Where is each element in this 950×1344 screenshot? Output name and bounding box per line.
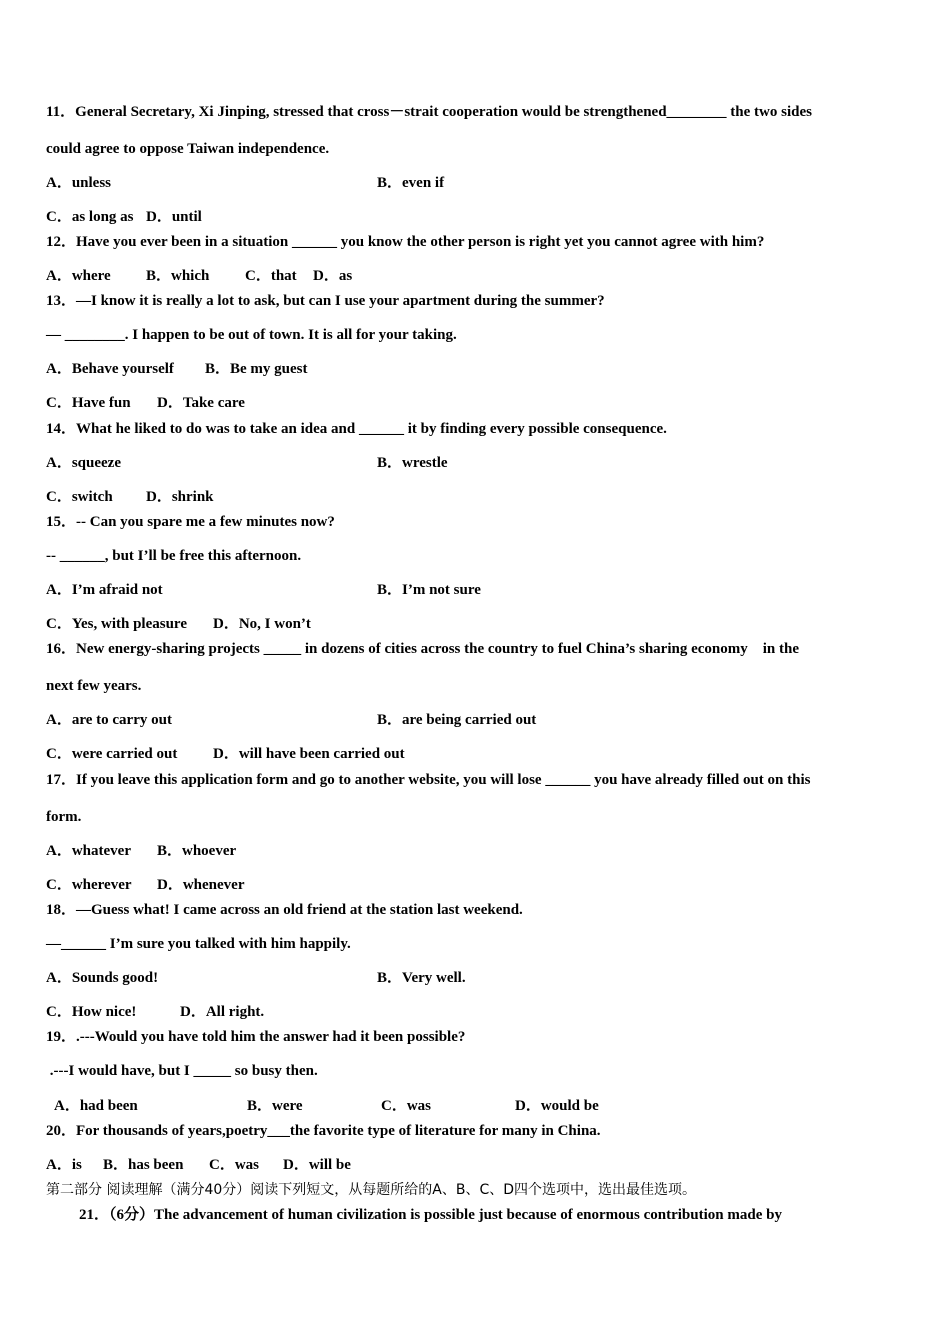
question-21-stem-line-1: 21．（6分）The advancement of human civilization is possible just because of enormous contribution made by (79, 1207, 782, 1223)
question-17-option-c: C．wherever (46, 877, 132, 893)
question-14-option-b: B．wrestle (377, 455, 448, 471)
question-18-stem-line-2: —______ I’m sure you talked with him happily. (46, 936, 351, 952)
question-13-stem-line-1: 13．—I know it is really a lot to ask, but can I use your apartment during the summer? (46, 293, 605, 309)
question-11-option-a: A．unless (46, 175, 112, 191)
question-16-option-c: C．were carried out (46, 746, 178, 762)
question-13-option-c: C．Have fun (46, 395, 131, 411)
question-14-option-a: A．squeeze (46, 455, 121, 471)
question-20-option-c: C．was (209, 1157, 260, 1173)
question-20-stem-line-1: 20．For thousands of years,poetry___the favorite type of literature for many in China. (46, 1123, 601, 1139)
question-11-option-c: C．as long as (46, 209, 134, 225)
question-14-option-c: C．switch (46, 489, 113, 505)
question-19-option-d: D．would be (515, 1098, 599, 1114)
question-16-option-a: A．are to carry out (46, 712, 172, 728)
question-19-option-a: A．had been (54, 1098, 138, 1114)
question-14-option-d: D．shrink (146, 489, 214, 505)
question-12-option-d: D．as (313, 268, 353, 284)
question-12-option-a: A．where (46, 268, 111, 284)
question-12-option-c: C．that (245, 268, 297, 284)
question-19-stem-line-1: 19．.---Would you have told him the answer had it been possible? (46, 1029, 466, 1045)
question-18-option-d: D．All right. (180, 1004, 265, 1020)
question-18-option-b: B．Very well. (377, 970, 466, 986)
question-11-stem-line-1: 11．General Secretary, Xi Jinping, stressed that cross－strait cooperation would be strengthened________ the two sides (46, 104, 812, 120)
question-16-option-b: B．are being carried out (377, 712, 537, 728)
question-19-stem-line-2: .---I would have, but I _____ so busy then. (46, 1063, 318, 1079)
question-16-stem-line-1: 16．New energy-sharing projects _____ in dozens of cities across the country to fuel China’s sharing economy in the (46, 641, 800, 657)
question-13-option-a: A．Behave yourself (46, 361, 174, 377)
question-17-stem-line-2: form. (46, 809, 82, 825)
question-17-option-a: A．whatever (46, 843, 131, 859)
question-20-option-b: B．has been (103, 1157, 184, 1173)
question-17-option-b: B．whoever (157, 843, 237, 859)
question-13-option-b: B．Be my guest (205, 361, 308, 377)
question-13-stem-line-2: — ________. I happen to be out of town. It is all for your taking. (46, 327, 457, 343)
question-14-stem-line-1: 14．What he liked to do was to take an idea and ______ it by finding every possible consequence. (46, 421, 667, 437)
question-12-stem-line-1: 12．Have you ever been in a situation ______ you know the other person is right yet you cannot agree with him? (46, 234, 765, 250)
question-15-option-d: D．No, I won’t (213, 616, 311, 632)
question-17-option-d: D．whenever (157, 877, 245, 893)
question-11-stem-line-2: could agree to oppose Taiwan independence. (46, 141, 330, 157)
question-13-option-d: D．Take care (157, 395, 245, 411)
question-16-option-d: D．will have been carried out (213, 746, 405, 762)
question-15-option-a: A．I’m afraid not (46, 582, 163, 598)
question-18-option-c: C．How nice! (46, 1004, 137, 1020)
question-19-option-c: C．was (381, 1098, 432, 1114)
question-12-option-b: B．which (146, 268, 210, 284)
question-15-option-c: C．Yes, with pleasure (46, 616, 187, 632)
question-15-stem-line-1: 15．-- Can you spare me a few minutes now? (46, 514, 335, 530)
question-16-stem-line-2: next few years. (46, 678, 142, 694)
question-15-option-b: B．I’m not sure (377, 582, 481, 598)
reading-section-heading: 第二部分 阅读理解（满分40分）阅读下列短文，从每题所给的A、B、C、D四个选项中，选出最佳选项。 (46, 1182, 696, 1198)
question-19-option-b: B．were (247, 1098, 303, 1114)
question-20-option-a: A．is (46, 1157, 82, 1173)
question-18-option-a: A．Sounds good! (46, 970, 159, 986)
question-17-stem-line-1: 17．If you leave this application form and go to another website, you will lose ______ you have already filled out on this (46, 772, 811, 788)
question-18-stem-line-1: 18．—Guess what! I came across an old friend at the station last weekend. (46, 902, 523, 918)
question-11-option-d: D．until (146, 209, 202, 225)
question-15-stem-line-2: -- ______, but I’ll be free this afternoon. (46, 548, 302, 564)
question-20-option-d: D．will be (283, 1157, 351, 1173)
question-11-option-b: B．even if (377, 175, 445, 191)
